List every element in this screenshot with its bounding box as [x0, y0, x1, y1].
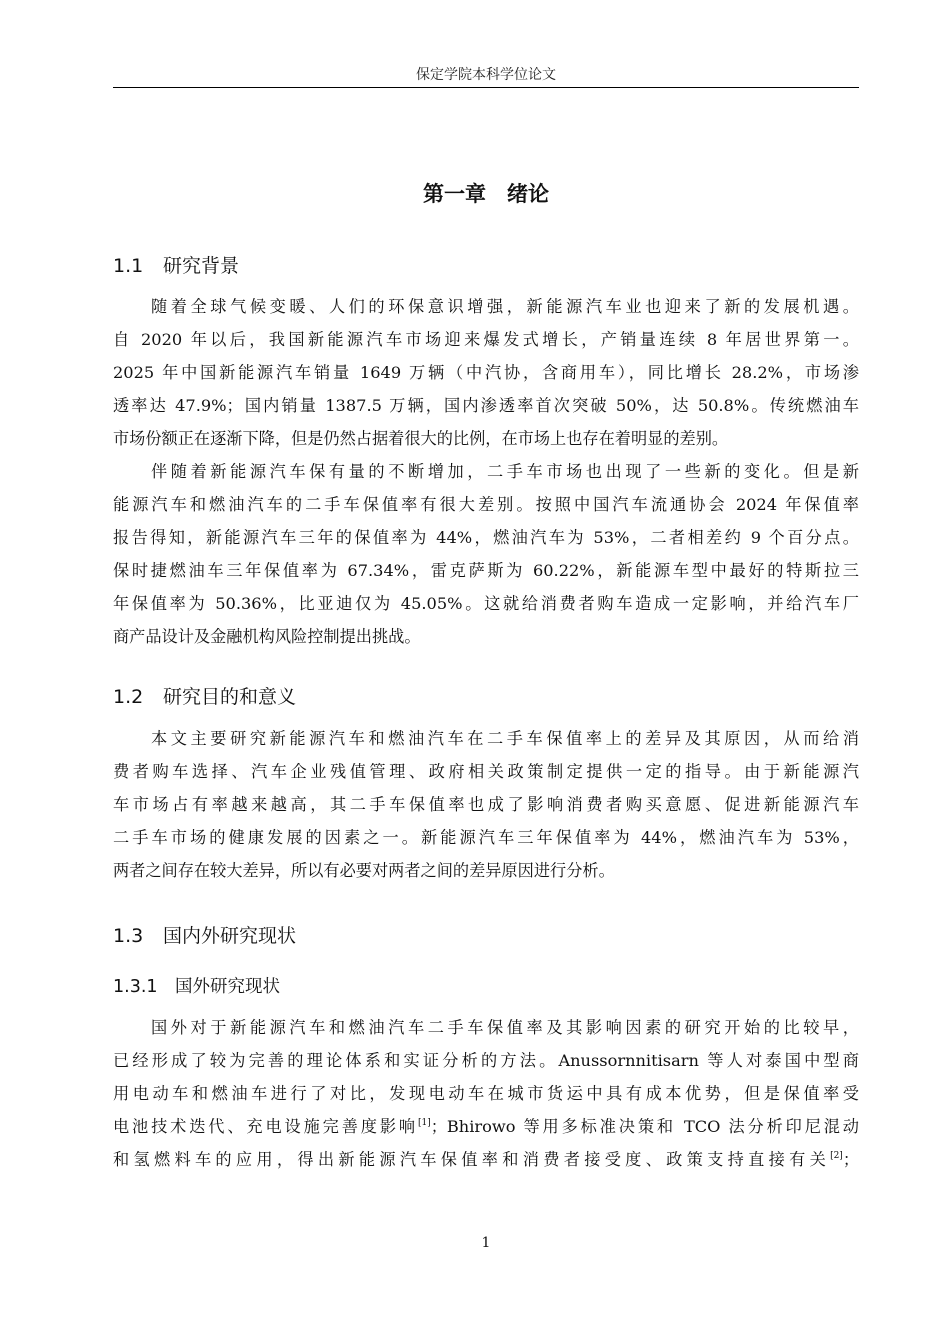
text-line: 2025 年中国新能源汽车销量 1649 万辆（中汽协，含商用车），同比增长 28.2%，市场渗	[113, 363, 859, 382]
text-line: 能源汽车和燃油汽车的二手车保值率有很大差别。按照中国汽车流通协会 2024 年保值率	[113, 495, 859, 514]
text-line: 随着全球气候变暖、人们的环保意识增强，新能源汽车业也迎来了新的发展机遇。	[151, 297, 859, 316]
section-heading-1-1	[113, 253, 239, 279]
page-number: 1	[481, 1235, 491, 1251]
citation-ref[interactable]: [1]	[417, 1118, 431, 1128]
chapter-title: 第一章 绪论	[423, 182, 549, 206]
text-line: 保时捷燃油车三年保值率为 67.34%，雷克萨斯为 60.22%，新能源车型中最好的特斯拉三	[113, 561, 859, 580]
text-line: 商产品设计及金融机构风险控制提出挑战。	[113, 627, 421, 646]
section-title: 研究目的和意义	[163, 686, 297, 708]
paragraph-1-1-b	[113, 455, 859, 653]
running-header: 保定学院本科学位论文	[416, 67, 556, 83]
subsection-title: 国外研究现状	[175, 977, 280, 997]
subsection-number: 1.3.1	[113, 977, 158, 997]
text-line: 透率达 47.9%；国内销量 1387.5 万辆，国内渗透率首次突破 50%，达 50.8%。传统燃油车	[113, 396, 859, 415]
section-number: 1.2	[113, 686, 144, 708]
text-line: 市场份额正在逐渐下降，但是仍然占据着很大的比例，在市场上也存在着明显的差别。	[113, 429, 729, 448]
paragraph-1-3-1	[113, 1011, 859, 1176]
section-number: 1.3	[113, 925, 144, 947]
text-line: 年保值率为 50.36%，比亚迪仅为 45.05%。这就给消费者购车造成一定影响，并给汽车厂	[113, 594, 859, 613]
subsection-heading-1-3-1	[113, 975, 280, 999]
text-line: 费者购车选择、汽车企业残值管理、政府相关政策制定提供一定的指导。由于新能源汽	[113, 762, 859, 781]
text-line: 车市场占有率越来越高，其二手车保值率也成了影响消费者购买意愿、促进新能源汽车	[113, 795, 859, 814]
section-number: 1.1	[113, 255, 144, 277]
text-line: 二手车市场的健康发展的因素之一。新能源汽车三年保值率为 44%，燃油汽车为 53%，	[113, 828, 859, 847]
text-line: 自 2020 年以后，我国新能源汽车市场迎来爆发式增长，产销量连续 8 年居世界第一。	[113, 330, 859, 349]
section-title: 研究背景	[163, 255, 240, 277]
citation-ref[interactable]: [2]	[830, 1151, 843, 1161]
text-line: 伴随着新能源汽车保有量的不断增加，二手车市场也出现了一些新的变化。但是新	[151, 462, 859, 481]
paragraph-1-2	[113, 722, 859, 887]
section-title: 国内外研究现状	[163, 925, 297, 947]
text-line: 和氢燃料车的应用，得出新能源汽车保值率和消费者接受度、政策支持直接有关[2]；	[113, 1150, 859, 1169]
text-line: 已经形成了较为完善的理论体系和实证分析的方法。Anussornnitisarn 等人对泰国中型商	[113, 1051, 859, 1070]
text-line: 用电动车和燃油车进行了对比，发现电动车在城市货运中具有成本优势，但是保值率受	[113, 1084, 859, 1103]
text-line: 本文主要研究新能源汽车和燃油汽车在二手车保值率上的差异及其原因，从而给消	[151, 729, 859, 748]
paragraph-1-1-a	[113, 290, 859, 455]
header-rule	[113, 87, 859, 88]
section-heading-1-3	[113, 923, 296, 949]
text-line: 电池技术迭代、充电设施完善度影响[1]；Bhirowo 等用多标准决策和 TCO 法分析印尼混动	[113, 1117, 859, 1136]
text-line: 两者之间存在较大差异，所以有必要对两者之间的差异原因进行分析。	[113, 861, 615, 880]
section-heading-1-2	[113, 684, 296, 710]
text-line: 国外对于新能源汽车和燃油汽车二手车保值率及其影响因素的研究开始的比较早，	[151, 1018, 859, 1037]
text-line: 报告得知，新能源汽车三年的保值率为 44%，燃油汽车为 53%，二者相差约 9 个百分点。	[113, 528, 859, 547]
